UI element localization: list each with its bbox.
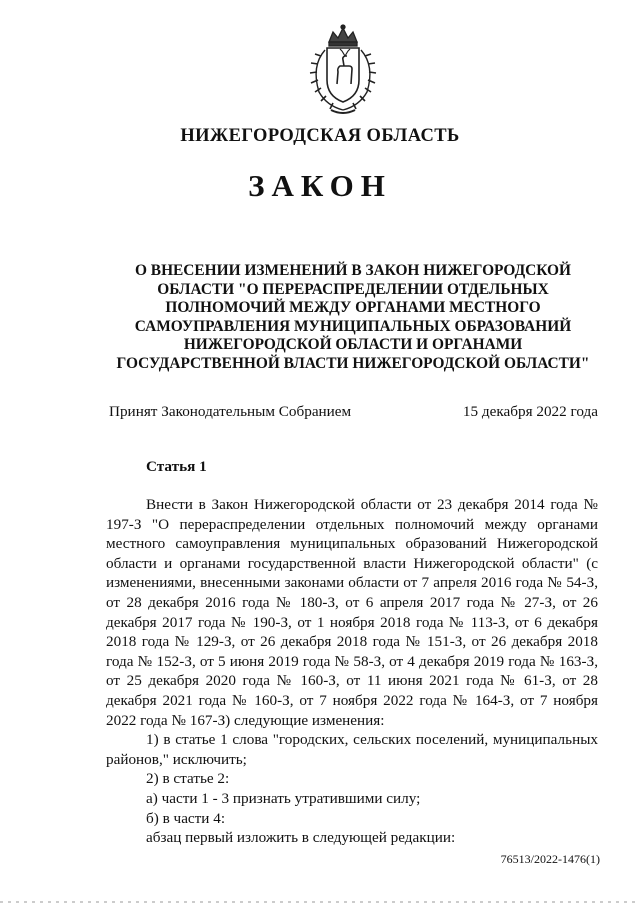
law-title-line: ОБЛАСТИ "О ПЕРЕРАСПРЕДЕЛЕНИИ ОТДЕЛЬНЫХ: [157, 280, 549, 298]
region-name: НИЖЕГОРОДСКАЯ ОБЛАСТЬ: [180, 126, 460, 146]
law-title-line: САМОУПРАВЛЕНИЯ МУНИЦИПАЛЬНЫХ ОБРАЗОВАНИЙ: [134, 317, 572, 335]
article-body: [106, 495, 598, 848]
law-title: [108, 262, 598, 374]
adoption-date: 15 декабря 2022 года: [462, 403, 598, 420]
law-title-line: О ВНЕСЕНИИ ИЗМЕНЕНИЙ В ЗАКОН НИЖЕГОРОДСКОЙ: [134, 262, 571, 279]
scan-border-mark: [0, 896, 640, 905]
law-title-line: НИЖЕГОРОДСКОЙ ОБЛАСТИ И ОРГАНАМИ: [183, 336, 523, 354]
document-number: 76513/2022-1476(1): [500, 852, 600, 866]
article-paragraph: Внести в Закон Нижегородской области от 23 декабря 2014 года № 197-З "О перераспределении отдельных полномочий между органами местного самоуправления муниципальных образований Нижегородской области и органами государственной власти Нижегородской области" (с изменениями, внесенными законами области от 7 апреля 2016 года № 54-З, от 28 декабря 2016 года № 180-З, от 6 апреля 2017 года № 27-З, от 26 декабря 2017 года № 190-З, от 1 ноября 2018 года № 113-З, от 6 декабря 2018 года № 129-З, от 26 декабря 2018 года № 151-З, от 26 декабря 2018 года № 152-З, от 5 июня 2019 года № 58-З, от 4 декабря 2019 года № 163-З, от 25 декабря 2020 года № 160-З, от 11 июня 2021 года № 61-З, от 28 декабря 2021 года № 160-З, от 7 ноября 2022 года № 164-З, от 7 ноября 2022 года № 167-З) следующие изменения:: [106, 496, 598, 729]
article-paragraph: абзац первый изложить в следующей редакции:: [146, 829, 456, 847]
article-paragraph: а) части 1 - 3 признать утратившими силу;: [146, 789, 421, 807]
law-title-line: ГОСУДАРСТВЕННОЙ ВЛАСТИ НИЖЕГОРОДСКОЙ ОБЛАСТИ": [116, 354, 590, 372]
coat-of-arms-icon: [297, 22, 389, 118]
adoption-label: Принят Законодательным Собранием: [109, 403, 352, 420]
article-heading: Статья 1: [146, 458, 207, 475]
article-paragraph: б) в части 4:: [146, 809, 226, 827]
article-paragraph: 2) в статье 2:: [146, 770, 230, 788]
article-paragraph: 1) в статье 1 слова "городских, сельских поселений, муниципальных районов," исключить;: [106, 731, 598, 768]
law-title-line: ПОЛНОМОЧИЙ МЕЖДУ ОРГАНАМИ МЕСТНОГО: [165, 299, 541, 317]
document-type: ЗАКОН: [248, 168, 392, 203]
